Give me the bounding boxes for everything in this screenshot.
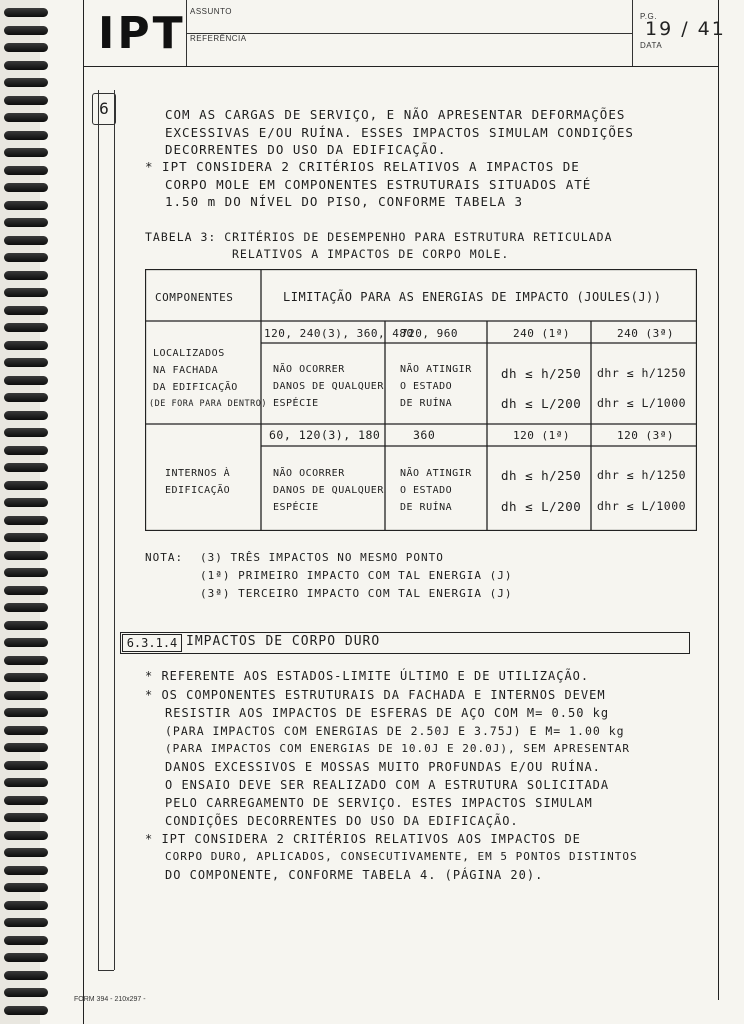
row1-criterion: O ESTADO <box>400 381 453 392</box>
body-line: 1.50 m DO NÍVEL DO PISO, CONFORME TABELA 3 <box>165 194 524 209</box>
body-line: DECORRENTES DO USO DA EDIFICAÇÃO. <box>165 142 447 157</box>
row2-criterion: dh ≤ h/250 <box>501 468 582 483</box>
row1-criterion: NÃO OCORRER <box>273 364 345 375</box>
body-line: CONDIÇÕES DECORRENTES DO USO DA EDIFICAÇÃO. <box>165 814 519 828</box>
body-line: DO COMPONENTE, CONFORME TABELA 4. (PÁGINA 20). <box>165 868 544 882</box>
spiral-ring <box>4 691 48 700</box>
row1-criterion: dhr ≤ h/1250 <box>597 366 687 380</box>
spiral-ring <box>4 831 48 840</box>
row1-component: LOCALIZADOS <box>153 348 225 359</box>
spiral-ring <box>4 848 48 857</box>
spiral-ring <box>4 306 48 315</box>
margin-number: 6 <box>92 93 116 125</box>
row2-criterion: DE RUÍNA <box>400 502 453 513</box>
note-item: (3) TRÊS IMPACTOS NO MESMO PONTO <box>200 551 444 564</box>
row1-energy: 720, 960 <box>401 327 458 340</box>
spiral-ring <box>4 446 48 455</box>
body-line: * REFERENTE AOS ESTADOS-LIMITE ÚLTIMO E DE UTILIZAÇÃO. <box>145 669 590 683</box>
row1-energy: 240 (1ª) <box>513 327 570 340</box>
spiral-ring <box>4 761 48 770</box>
spiral-ring <box>4 813 48 822</box>
note-item: (3ª) TERCEIRO IMPACTO COM TAL ENERGIA (J) <box>200 587 513 600</box>
spiral-ring <box>4 1006 48 1015</box>
spiral-ring <box>4 796 48 805</box>
referencia-label: REFERÊNCIA <box>190 34 247 43</box>
row2-component: EDIFICAÇÃO <box>165 485 231 496</box>
spiral-ring <box>4 148 48 157</box>
data-label: DATA <box>640 41 663 50</box>
spiral-ring <box>4 26 48 35</box>
inner-margin-bottom <box>98 970 114 971</box>
spiral-ring <box>4 778 48 787</box>
body-line: O ENSAIO DEVE SER REALIZADO COM A ESTRUTURA SOLICITADA <box>165 778 610 792</box>
spiral-ring <box>4 743 48 752</box>
row2-criterion: DANOS DE QUALQUER <box>273 485 384 496</box>
table-caption: TABELA 3: CRITÉRIOS DE DESEMPENHO PARA ESTRUTURA RETICULADA <box>145 230 613 244</box>
row1-criterion: dhr ≤ L/1000 <box>597 396 687 410</box>
row2-criterion: NÃO ATINGIR <box>400 468 472 479</box>
row1-criterion: DE RUÍNA <box>400 398 453 409</box>
spiral-ring <box>4 393 48 402</box>
spiral-ring <box>4 201 48 210</box>
spiral-ring <box>4 96 48 105</box>
spiral-ring <box>4 341 48 350</box>
note-label: NOTA: <box>145 551 184 564</box>
header-logo-divider <box>186 0 187 66</box>
spiral-ring <box>4 8 48 17</box>
row1-component: (DE FORA PARA DENTRO) <box>149 399 267 409</box>
spiral-ring <box>4 411 48 420</box>
row2-energy: 120 (1ª) <box>513 429 570 442</box>
spiral-ring <box>4 236 48 245</box>
body-line: EXCESSIVAS E/OU RUÍNA. ESSES IMPACTOS SIMULAM CONDIÇÕES <box>165 125 634 140</box>
spiral-ring <box>4 323 48 332</box>
spiral-ring <box>4 166 48 175</box>
row2-criterion: NÃO OCORRER <box>273 468 345 479</box>
spiral-ring <box>4 603 48 612</box>
body-line: * OS COMPONENTES ESTRUTURAIS DA FACHADA E INTERNOS DEVEM <box>145 688 606 702</box>
assunto-label: ASSUNTO <box>190 7 233 16</box>
spiral-ring <box>4 183 48 192</box>
spiral-ring <box>4 481 48 490</box>
inner-margin-rule <box>98 90 99 970</box>
row2-criterion: O ESTADO <box>400 485 453 496</box>
inner-margin-rule-2 <box>114 90 115 970</box>
body-line: CORPO DURO, APLICADOS, CONSECUTIVAMENTE, EM 5 PONTOS DISTINTOS <box>165 850 638 863</box>
spiral-ring <box>4 988 48 997</box>
left-margin-rule <box>83 0 84 1024</box>
body-line: RESISTIR AOS IMPACTOS DE ESFERAS DE AÇO COM M= 0.50 kg <box>165 706 610 720</box>
spiral-ring <box>4 533 48 542</box>
body-line: (PARA IMPACTOS COM ENERGIAS DE 10.0J E 20.0J), SEM APRESENTAR <box>165 742 630 755</box>
row2-energy: 60, 120(3), 180 <box>269 428 381 442</box>
row2-criterion: dhr ≤ h/1250 <box>597 468 687 482</box>
spiral-ring <box>4 43 48 52</box>
spiral-ring <box>4 656 48 665</box>
section-title: IMPACTOS DE CORPO DURO <box>186 634 381 649</box>
row2-component: INTERNOS À <box>165 468 231 479</box>
row1-energy: 240 (3ª) <box>617 327 674 340</box>
spiral-ring <box>4 586 48 595</box>
spiral-ring <box>4 726 48 735</box>
row2-energy: 120 (3ª) <box>617 429 674 442</box>
spiral-ring <box>4 61 48 70</box>
row1-criterion: ESPÉCIE <box>273 398 319 409</box>
form-label: FORM 394 - 210x297 - <box>74 996 146 1003</box>
row2-criterion: dhr ≤ L/1000 <box>597 499 687 513</box>
row2-criterion: ESPÉCIE <box>273 502 319 513</box>
ipt-logo: IPT <box>98 8 186 59</box>
row2-energy: 360 <box>413 428 436 442</box>
spiral-ring <box>4 568 48 577</box>
spiral-ring <box>4 673 48 682</box>
row2-criterion: dh ≤ L/200 <box>501 499 582 514</box>
spiral-ring <box>4 918 48 927</box>
criteria-table <box>145 269 697 531</box>
body-line: CORPO MOLE EM COMPONENTES ESTRUTURAIS SITUADOS ATÉ <box>165 177 592 192</box>
table-caption-2: RELATIVOS A IMPACTOS DE CORPO MOLE. <box>232 247 510 261</box>
spiral-ring <box>4 866 48 875</box>
spiral-binding <box>0 0 48 1024</box>
spiral-ring <box>4 971 48 980</box>
header-mid-rule <box>186 33 632 34</box>
row1-criterion: dh ≤ L/200 <box>501 396 582 411</box>
spiral-ring <box>4 428 48 437</box>
section-number: 6.3.1.4 <box>122 634 182 652</box>
spiral-ring <box>4 621 48 630</box>
spiral-ring <box>4 78 48 87</box>
spiral-ring <box>4 463 48 472</box>
body-line: DANOS EXCESSIVOS E MOSSAS MUITO PROFUNDAS E/OU RUÍNA. <box>165 760 601 774</box>
body-line: PELO CARREGAMENTO DE SERVIÇO. ESTES IMPACTOS SIMULAM <box>165 796 593 810</box>
spiral-ring <box>4 936 48 945</box>
body-line: COM AS CARGAS DE SERVIÇO, E NÃO APRESENTAR DEFORMAÇÕES <box>165 107 626 122</box>
spiral-ring <box>4 218 48 227</box>
page-number: 19 / 41 <box>645 18 726 40</box>
spiral-ring <box>4 253 48 262</box>
spiral-ring <box>4 498 48 507</box>
pg-label: P.G. <box>640 12 657 21</box>
spiral-ring <box>4 376 48 385</box>
spiral-ring <box>4 883 48 892</box>
row1-criterion: dh ≤ h/250 <box>501 366 582 381</box>
spiral-ring <box>4 358 48 367</box>
spiral-ring <box>4 516 48 525</box>
note-item: (1ª) PRIMEIRO IMPACTO COM TAL ENERGIA (J) <box>200 569 513 582</box>
header-page-divider <box>632 0 633 66</box>
row1-criterion: NÃO ATINGIR <box>400 364 472 375</box>
header-bottom-rule <box>83 66 718 67</box>
spiral-ring <box>4 288 48 297</box>
spiral-ring <box>4 271 48 280</box>
spiral-ring <box>4 131 48 140</box>
header-limit: LIMITAÇÃO PARA AS ENERGIAS DE IMPACTO (JOULES(J)) <box>283 290 662 304</box>
spiral-ring <box>4 953 48 962</box>
body-line: * IPT CONSIDERA 2 CRITÉRIOS RELATIVOS AOS IMPACTOS DE <box>145 832 581 846</box>
body-line: (PARA IMPACTOS COM ENERGIAS DE 2.50J E 3.75J) E M= 1.00 kg <box>165 724 625 738</box>
row1-component: NA FACHADA <box>153 365 219 376</box>
spiral-ring <box>4 708 48 717</box>
spiral-ring <box>4 638 48 647</box>
row1-component: DA EDIFICAÇÃO <box>153 382 238 393</box>
row1-energy: 120, 240(3), 360, 480 <box>264 327 414 340</box>
spiral-ring <box>4 901 48 910</box>
header-components: COMPONENTES <box>155 291 234 304</box>
row1-criterion: DANOS DE QUALQUER <box>273 381 384 392</box>
body-line: * IPT CONSIDERA 2 CRITÉRIOS RELATIVOS A IMPACTOS DE <box>145 159 580 174</box>
spiral-ring <box>4 113 48 122</box>
spiral-ring <box>4 551 48 560</box>
